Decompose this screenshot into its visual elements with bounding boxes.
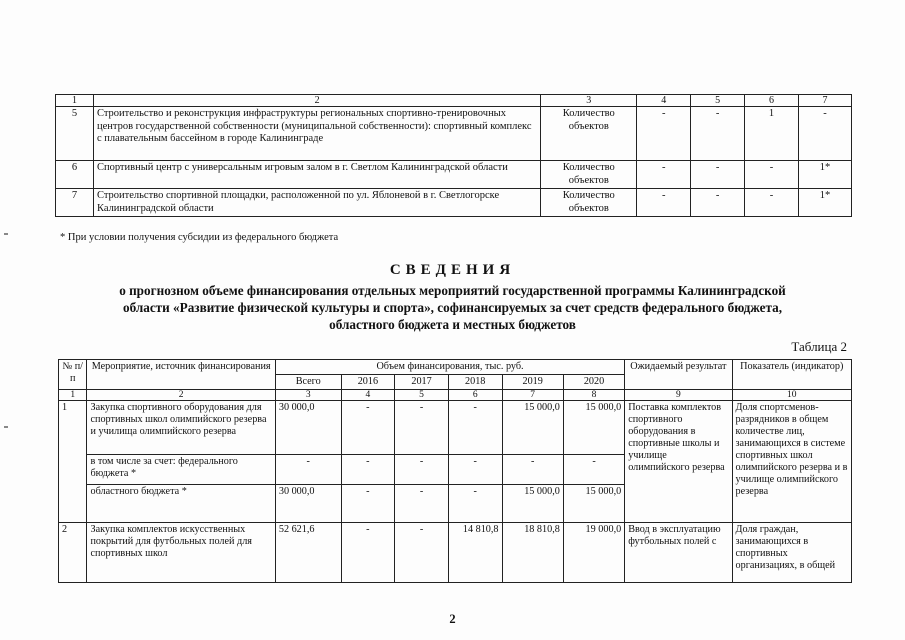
table-row — [59, 523, 852, 583]
column-number: 9 — [625, 390, 732, 401]
header-year: 2020 — [563, 375, 624, 390]
header-indicator: Показатель (индикатор) — [732, 360, 851, 390]
header-result: Ожидаемый результат — [625, 360, 732, 390]
scan-mark — [4, 426, 8, 428]
row-indicator: Доля спортсменов-разрядников в общем количестве лиц, занимающихся в системе спортивных школ олимпийского резерва и в училище олимпийского резерва — [732, 401, 851, 523]
header-year: 2016 — [341, 375, 395, 390]
heading-subtitle-line: областного бюджета и местных бюджетов — [329, 317, 576, 332]
scan-mark — [4, 233, 8, 235]
row-value: 15 000,0 — [563, 401, 624, 455]
table-row — [56, 107, 852, 161]
header-cell: 3 — [541, 95, 637, 107]
row-number: 7 — [56, 189, 94, 217]
row-value: 18 810,8 — [502, 523, 563, 583]
row-value: 15 000,0 — [502, 401, 563, 455]
table-program-objects — [55, 94, 852, 217]
table-label: Таблица 2 — [791, 339, 847, 354]
row-value: 15 000,0 — [502, 485, 563, 523]
column-number: 6 — [448, 390, 502, 401]
row-value: - — [448, 401, 502, 455]
row-number: 2 — [59, 523, 87, 583]
header-cell: 6 — [745, 95, 799, 107]
row-number: 5 — [56, 107, 94, 161]
row-value: 30 000,0 — [275, 485, 341, 523]
table-row — [56, 189, 852, 217]
footnote: * При условии получения субсидии из федерального бюджета — [60, 232, 339, 243]
page-number: 2 — [449, 612, 456, 626]
header-number: № п/п — [59, 360, 87, 390]
header-event: Мероприятие, источник финансирования — [87, 360, 275, 390]
column-number: 4 — [341, 390, 395, 401]
row-value: - — [745, 161, 799, 189]
row-description: Спортивный центр с универсальным игровым залом в г. Светлом Калининградской области — [93, 161, 540, 189]
row-value: 52 621,6 — [275, 523, 341, 583]
header-cell: 7 — [799, 95, 852, 107]
heading-subtitle-line: области «Развитие физической культуры и спорта», софинансируемых за счет средств федерального бюджета, — [122, 300, 783, 315]
row-number: 6 — [56, 161, 94, 189]
row-value: 19 000,0 — [563, 523, 624, 583]
column-number-row — [59, 390, 852, 401]
row-unit: Количество объектов — [541, 189, 637, 217]
column-number: 8 — [563, 390, 624, 401]
header-volume: Объем финансирования, тыс. руб. — [275, 360, 624, 375]
row-value: - — [448, 485, 502, 523]
row-value: - — [637, 161, 691, 189]
row-unit: Количество объектов — [541, 161, 637, 189]
table-financing — [58, 359, 852, 583]
row-value: - — [395, 485, 449, 523]
heading-subtitle-line: о прогнозном объеме финансирования отдельных мероприятий государственной программы Калининградской — [119, 283, 786, 298]
row-value: 15 000,0 — [563, 485, 624, 523]
header-total: Всего — [275, 375, 341, 390]
row-value: - — [799, 107, 852, 161]
row-value: - — [395, 523, 449, 583]
header-year: 2018 — [448, 375, 502, 390]
column-number: 3 — [275, 390, 341, 401]
row-value: 1* — [799, 161, 852, 189]
row-value: - — [691, 189, 745, 217]
row-event: Закупка спортивного оборудования для спортивных школ олимпийского резерва и училища олимпийского резерва — [87, 401, 275, 455]
row-value: - — [341, 401, 395, 455]
header-cell: 5 — [691, 95, 745, 107]
table-row — [56, 161, 852, 189]
table-header-row — [56, 95, 852, 107]
row-value: 1 — [745, 107, 799, 161]
row-value: - — [395, 401, 449, 455]
table-header-row — [59, 360, 852, 375]
header-year: 2017 — [395, 375, 449, 390]
row-value: - — [448, 455, 502, 485]
row-unit: Количество объектов — [541, 107, 637, 161]
row-value: - — [637, 189, 691, 217]
row-value: - — [745, 189, 799, 217]
table-row — [59, 401, 852, 455]
row-value: 14 810,8 — [448, 523, 502, 583]
header-cell: 2 — [93, 95, 540, 107]
row-value: - — [395, 455, 449, 485]
row-value: - — [563, 455, 624, 485]
row-description: Строительство и реконструкция инфраструктуры региональных спортивно-тренировочных центров государственной собственности (муниципальной собственности): спортивный комплекс с плавательным бассейном в городе Калининграде — [93, 107, 540, 161]
row-result: Поставка комплектов спортивного оборудования в спортивные школы и училище олимпийского резерва — [625, 401, 732, 523]
row-value: - — [341, 523, 395, 583]
column-number: 1 — [59, 390, 87, 401]
row-value: - — [691, 107, 745, 161]
row-source-label: областного бюджета * — [87, 485, 275, 523]
document-heading: СВЕДЕНИЯ — [389, 262, 516, 278]
row-value: - — [275, 455, 341, 485]
column-number: 2 — [87, 390, 275, 401]
header-cell: 1 — [56, 95, 94, 107]
row-number: 1 — [59, 401, 87, 523]
row-value: - — [341, 485, 395, 523]
header-cell: 4 — [637, 95, 691, 107]
row-value: 30 000,0 — [275, 401, 341, 455]
row-value: 1* — [799, 189, 852, 217]
column-number: 5 — [395, 390, 449, 401]
row-result: Ввод в эксплуатацию футбольных полей с — [625, 523, 732, 583]
row-indicator: Доля граждан, занимающихся в спортивных организациях, в общей — [732, 523, 851, 583]
row-source-label: в том числе за счет: федерального бюджета * — [87, 455, 275, 485]
header-year: 2019 — [502, 375, 563, 390]
row-description: Строительство спортивной площадки, расположенной по ул. Яблоневой в г. Светлогорске Калининградской области — [93, 189, 540, 217]
row-value: - — [691, 161, 745, 189]
row-event: Закупка комплектов искусственных покрытий для футбольных полей для спортивных школ — [87, 523, 275, 583]
column-number: 10 — [732, 390, 851, 401]
row-value: - — [502, 455, 563, 485]
column-number: 7 — [502, 390, 563, 401]
row-value: - — [341, 455, 395, 485]
row-value: - — [637, 107, 691, 161]
